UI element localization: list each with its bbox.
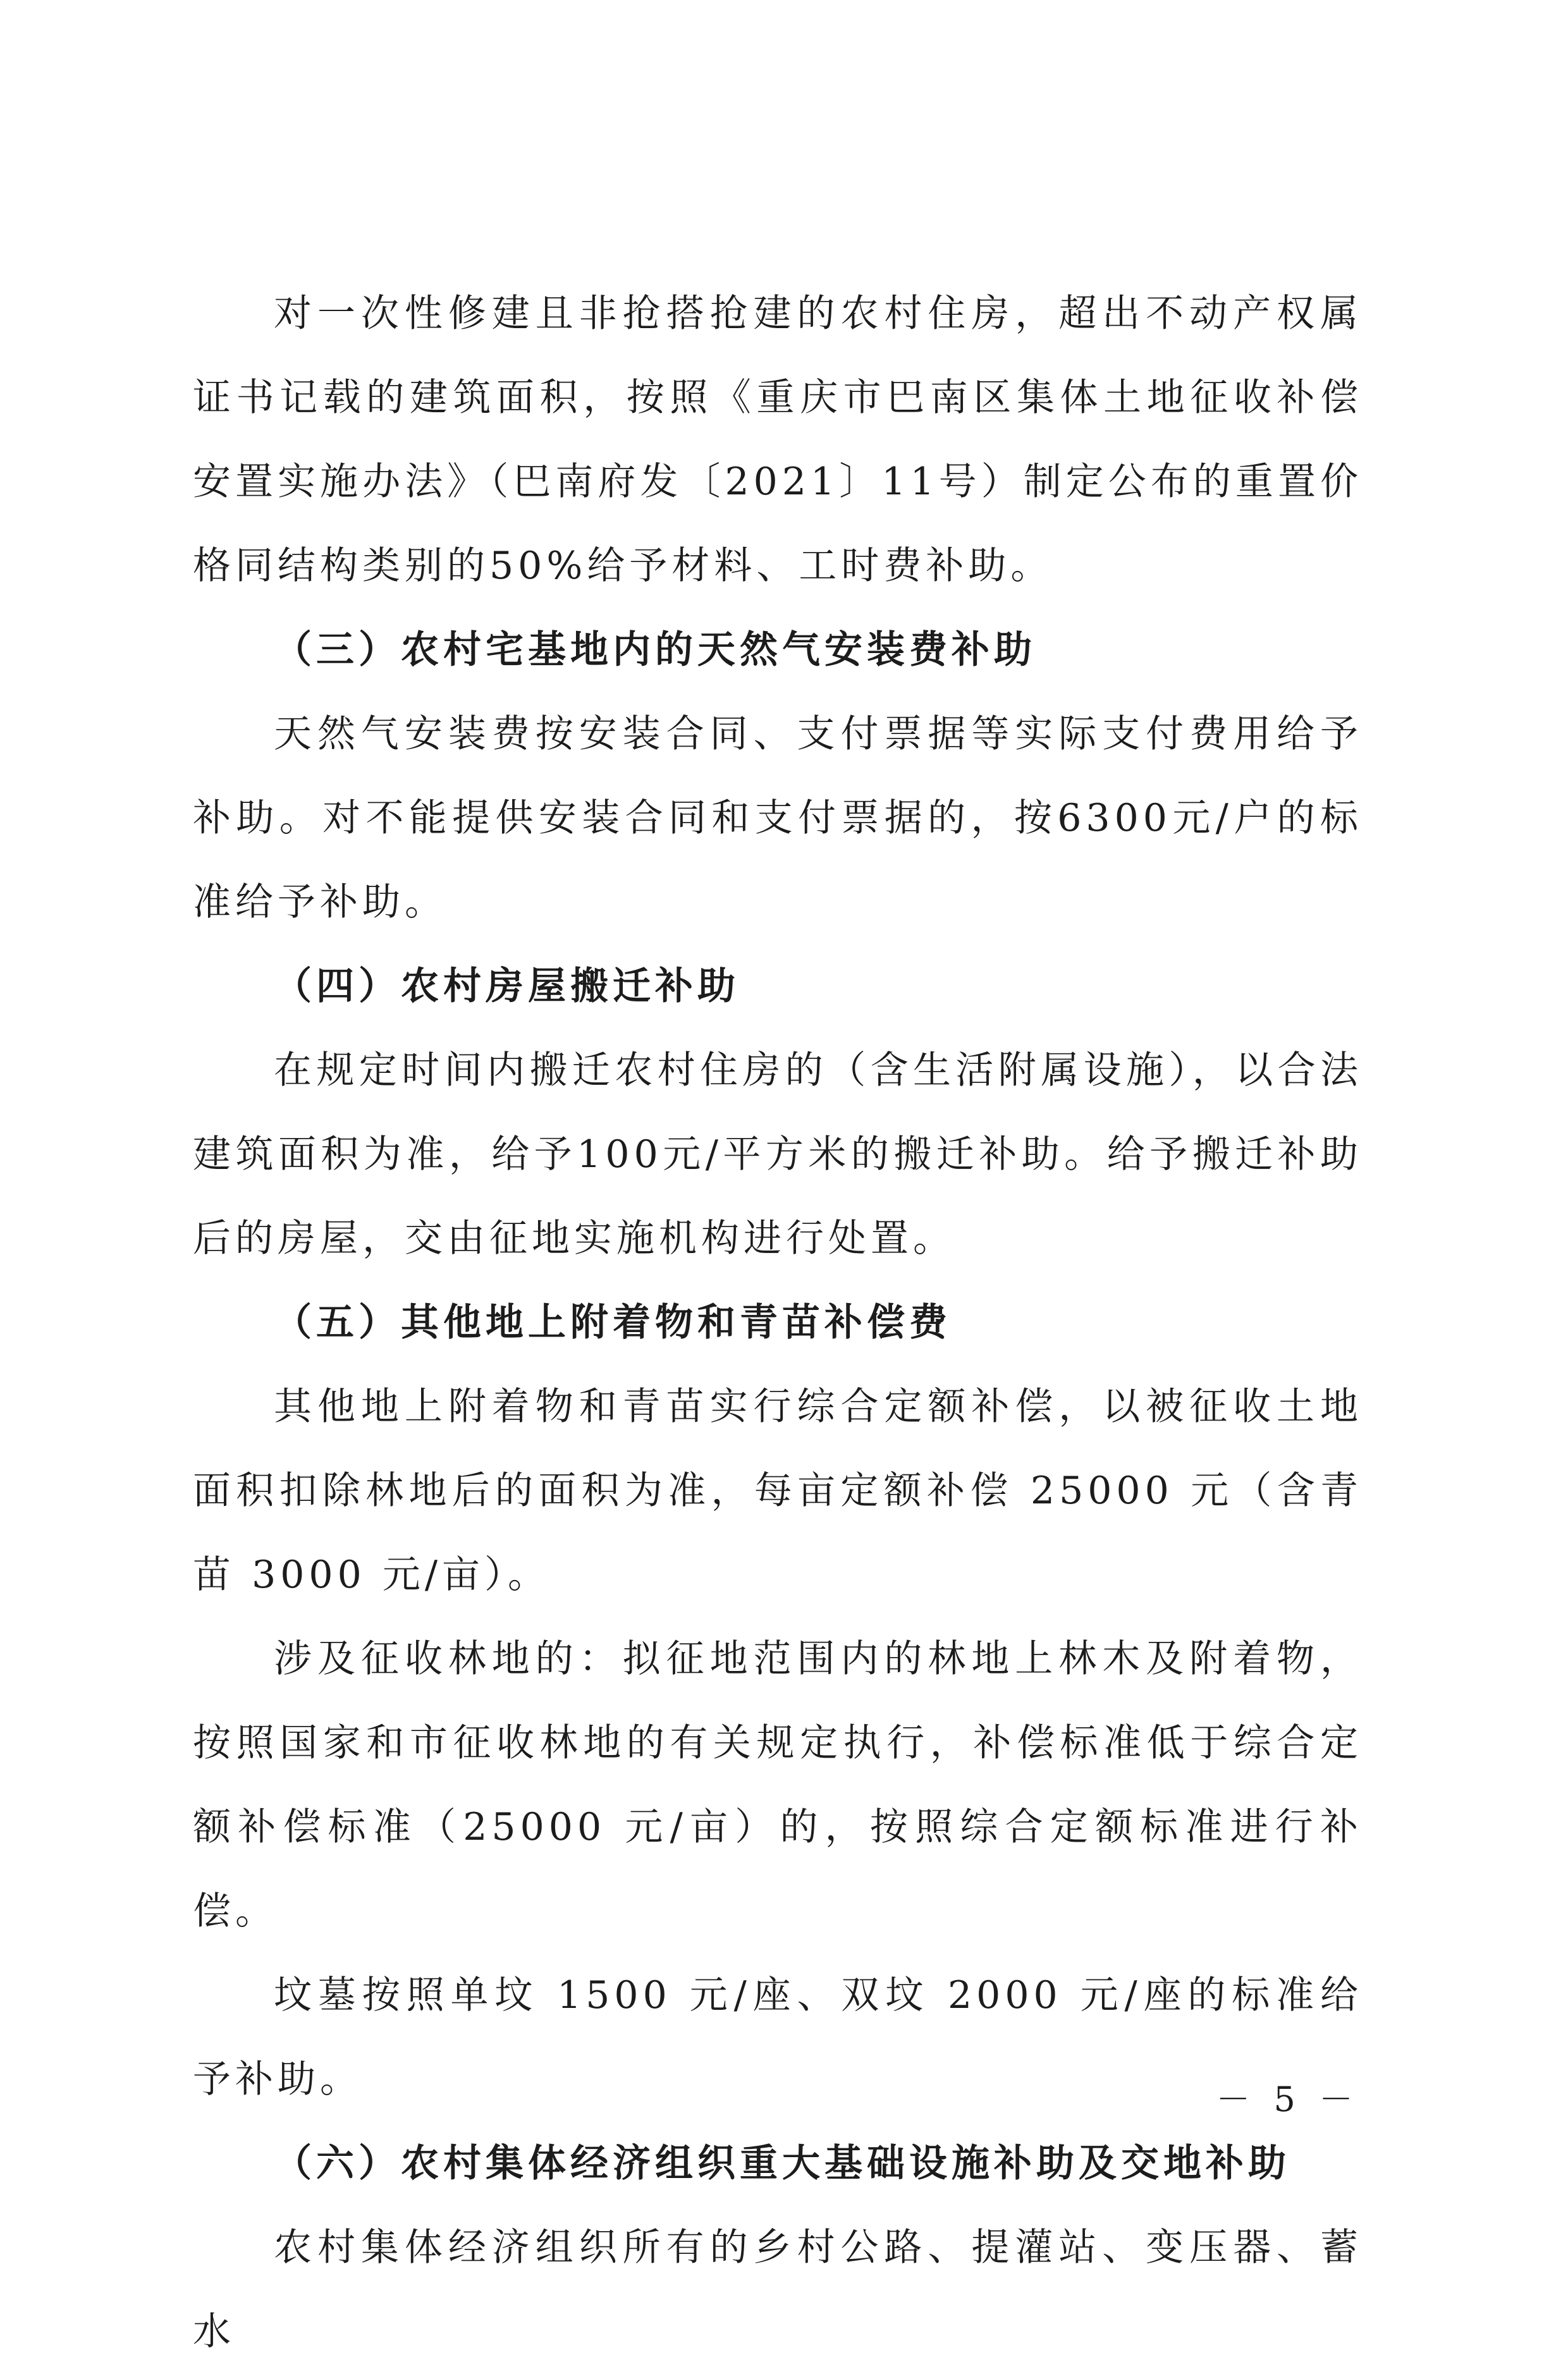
body-text [193, 272, 1363, 2374]
paragraph-gas-installation: 天然气安装费按安装合同、支付票据等实际支付费用给予补助。对不能提供安装合同和支付票据的，按6300元/户的标准给予补助。 [193, 712, 1363, 924]
page-number: － 5 － [1216, 2079, 1359, 2119]
paragraph-relocation-subsidy: 在规定时间内搬迁农村住房的（含生活附属设施），以合法建筑面积为准，给予100元/平方米的搬迁补助。给予搬迁补助后的房屋，交由征地实施机构进行处置。 [193, 1048, 1363, 1261]
heading-relocation-subsidy: （四）农村房屋搬迁补助 [274, 964, 740, 1008]
heading-attachments-crops: （五）其他地上附着物和青苗补偿费 [274, 1300, 952, 1345]
heading-gas-installation: （三）农村宅基地内的天然气安装费补助 [274, 628, 1036, 672]
paragraph-forest-land: 涉及征收林地的：拟征地范围内的林地上林木及附着物，按照国家和市征收林地的有关规定执行，补偿标准低于综合定额补偿标准（25000 元/亩）的，按照综合定额标准进行补偿。 [193, 1637, 1363, 1933]
paragraph-attachments-crops: 其他地上附着物和青苗实行综合定额补偿，以被征收土地面积扣除林地后的面积为准，每亩定额补偿 25000 元（含青苗 3000 元/亩）。 [193, 1385, 1363, 1597]
paragraph-housing-subsidy: 对一次性修建且非抢搭抢建的农村住房，超出不动产权属证书记载的建筑面积，按照《重庆市巴南区集体土地征收补偿安置实施办法》（巴南府发〔2021〕11号）制定公布的重置价格同结构类别的50%给予材料、工时费补助。 [193, 291, 1363, 588]
heading-collective-infrastructure: （六）农村集体经济组织重大基础设施补助及交地补助 [274, 2141, 1290, 2186]
paragraph-collective-infrastructure: 农村集体经济组织所有的乡村公路、提灌站、变压器、蓄水 [193, 2225, 1363, 2354]
paragraph-graves: 坟墓按照单坟 1500 元/座、双坟 2000 元/座的标准给予补助。 [193, 1973, 1363, 2102]
